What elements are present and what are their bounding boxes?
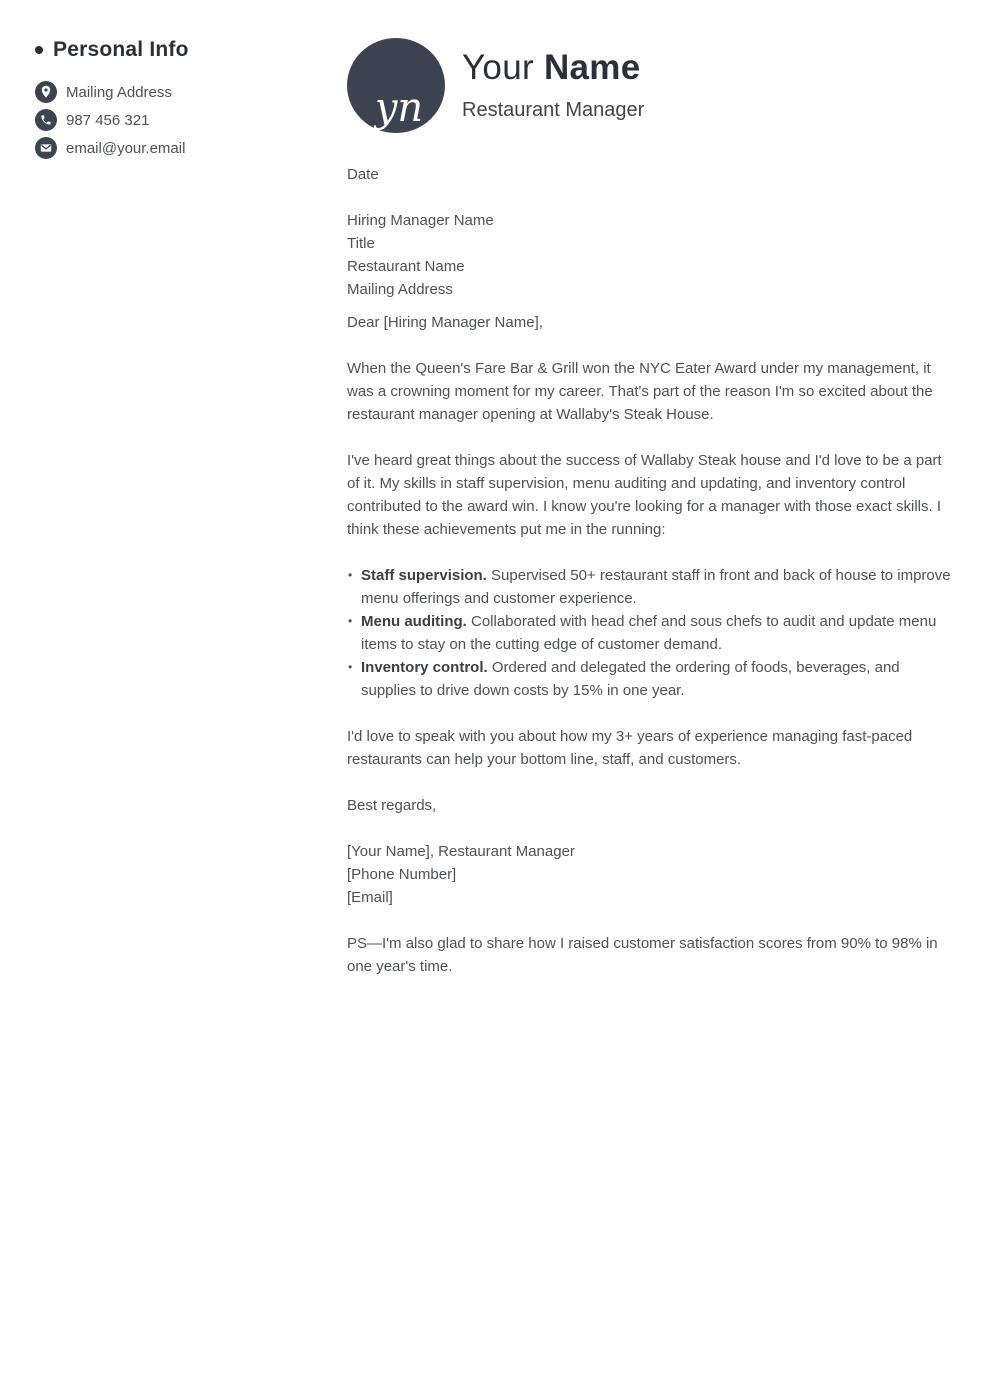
- postscript-line: PS—I'm also glad to share how I raised customer satisfaction scores from 90% to 98% in one year's time.: [347, 935, 938, 975]
- phone-number-label: 987 456 321: [66, 111, 150, 129]
- signature-line: [Email]: [347, 889, 393, 906]
- address-line: Title: [347, 235, 375, 252]
- mailing-address-label: Mailing Address: [66, 83, 172, 101]
- bullet-lead: Inventory control.: [361, 659, 488, 676]
- letter-body: [347, 163, 953, 978]
- phone-icon: [35, 109, 57, 131]
- signature-block: [347, 840, 953, 909]
- signature-line: [Your Name], Restaurant Manager: [347, 843, 575, 860]
- bullet-dot-icon: [35, 46, 43, 54]
- paragraph-skills: I've heard great things about the success of Wallaby Steak house and I'd love to be a part of it. My skills in staff supervision, menu auditing and updating, and inventory control contributed to the award win. I know you're looking for a manager with those exact skills. I think these achievements put me in the running:: [347, 452, 942, 538]
- email-icon: [35, 137, 57, 159]
- address-line: Mailing Address: [347, 281, 453, 298]
- address-line: Hiring Manager Name: [347, 212, 494, 229]
- list-item: [347, 564, 953, 610]
- bullet-lead: Menu auditing.: [361, 613, 467, 630]
- personal-info-sidebar: [35, 38, 330, 165]
- avatar: [347, 38, 445, 133]
- personal-info-heading-label: Personal Info: [53, 38, 189, 61]
- signature-line: [Phone Number]: [347, 866, 457, 883]
- phone-item: [35, 109, 330, 131]
- mailing-address-item: [35, 81, 330, 103]
- letter-header: [347, 38, 953, 133]
- closing-line: Best regards,: [347, 797, 437, 814]
- paragraph-call-to-action: I'd love to speak with you about how my 3+ years of experience managing fast-paced restaurants can help your bottom line, staff, and customers.: [347, 728, 913, 768]
- address-line: Restaurant Name: [347, 258, 465, 275]
- location-pin-icon: [35, 81, 57, 103]
- page-title: [462, 49, 644, 88]
- achievements-list: [347, 564, 953, 702]
- date-line: Date: [347, 166, 379, 183]
- bullet-text: Ordered and delegated the ordering of foods, beverages, and supplies to drive down costs by 15% in one year.: [361, 659, 900, 699]
- list-item: [347, 610, 953, 656]
- recipient-address-block: [347, 209, 953, 301]
- personal-info-heading: [35, 38, 330, 62]
- paragraph-intro: When the Queen's Fare Bar & Grill won the NYC Eater Award under my management, it was a crowning moment for my career. That's part of the reason I'm so excited about the restaurant manager opening at Wallaby's Steak House.: [347, 360, 933, 423]
- job-title: Restaurant Manager: [462, 98, 645, 121]
- bullet-text: Collaborated with head chef and sous chefs to audit and update menu items to stay on the cutting edge of customer demand.: [361, 613, 937, 653]
- avatar-initials: yn: [374, 85, 424, 131]
- email-item: [35, 137, 330, 159]
- name-block: [462, 49, 644, 122]
- first-name-text: Your: [462, 48, 534, 88]
- email-label: email@your.email: [66, 139, 186, 157]
- greeting-line: Dear [Hiring Manager Name],: [347, 314, 543, 331]
- list-item: [347, 656, 953, 702]
- last-name-text: Name: [543, 48, 641, 88]
- letter-main-column: [347, 38, 953, 1001]
- bullet-text: Supervised 50+ restaurant staff in front and back of house to improve menu offerings and customer experience.: [361, 567, 951, 607]
- bullet-lead: Staff supervision.: [361, 567, 487, 584]
